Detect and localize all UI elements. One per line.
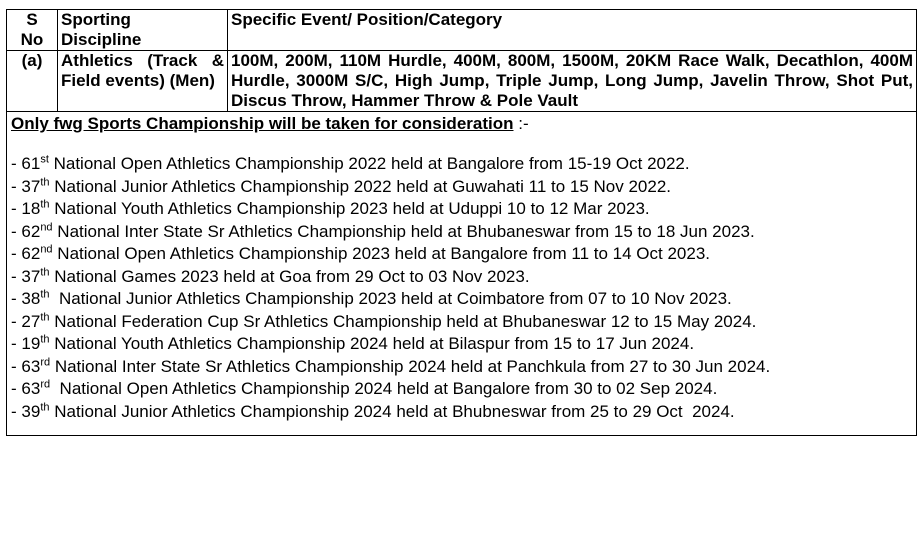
header-sno	[7, 10, 58, 51]
list-item-text: National Youth Athletics Championship 2024 held at Bilaspur from 15 to 17 Jun 2024.	[49, 334, 695, 353]
list-item	[11, 243, 912, 266]
header-sno-line1: S	[26, 10, 38, 29]
header-row	[7, 10, 917, 51]
list-item-prefix: -	[11, 244, 22, 263]
list-item-ordinal-suffix: rd	[40, 378, 51, 391]
list-item-prefix: -	[11, 154, 22, 173]
list-item-ordinal: 62	[21, 244, 41, 263]
header-discipline-line2: Discipline	[61, 30, 142, 49]
list-item-ordinal: 37	[21, 266, 41, 286]
consideration-suffix: :-	[513, 114, 529, 133]
list-item	[11, 356, 912, 379]
list-item-ordinal-suffix: th	[40, 175, 50, 188]
list-item-ordinal: 27	[21, 311, 41, 331]
list-item-text: National Junior Athletics Championship 2024 held at Bhubneswar from 25 to 29 Oct 2024.	[49, 401, 735, 421]
list-item-ordinal: 61	[21, 154, 41, 173]
list-item-text: National Open Athletics Championship 2022 held at Bangalore from 15-19 Oct 2022.	[48, 154, 690, 173]
list-item-ordinal: 62	[21, 221, 41, 241]
list-item-prefix: -	[11, 266, 22, 286]
list-item-ordinal-suffix: th	[40, 288, 50, 301]
header-sno-line2: No	[20, 30, 44, 49]
list-item-ordinal-suffix: th	[40, 333, 50, 346]
list-item-prefix: -	[11, 199, 22, 218]
list-item-prefix: -	[11, 289, 22, 308]
list-item-text: National Junior Athletics Championship 2023 held at Coimbatore from 07 to 10 Nov 2023.	[49, 289, 732, 308]
list-item-ordinal-suffix: nd	[40, 243, 53, 256]
row-sno: (a)	[7, 51, 58, 112]
consideration-row	[7, 112, 917, 436]
list-item	[11, 266, 912, 289]
list-item-ordinal: 63	[21, 356, 41, 376]
consideration-cell	[7, 112, 917, 436]
list-item-text: National Open Athletics Championship 2023 held at Bangalore from 11 to 14 Oct 2023.	[52, 244, 710, 263]
list-item-ordinal-suffix: th	[40, 198, 50, 211]
list-item	[11, 311, 912, 334]
list-item-ordinal: 37	[21, 176, 41, 196]
list-item-text: National Youth Athletics Championship 2023 held at Uduppi 10 to 12 Mar 2023.	[49, 199, 650, 218]
list-item	[11, 333, 912, 356]
list-item-ordinal-suffix: st	[40, 153, 49, 166]
list-item-prefix: -	[11, 379, 22, 398]
list-item	[11, 221, 912, 244]
list-item	[11, 176, 912, 199]
list-item-text: National Games 2023 held at Goa from 29 Oct to 03 Nov 2023.	[49, 266, 530, 286]
list-item	[11, 401, 912, 424]
list-item-prefix: -	[11, 401, 22, 421]
list-item-prefix: -	[11, 221, 22, 241]
list-item-prefix: -	[11, 356, 22, 376]
list-item-ordinal-suffix: th	[40, 310, 50, 323]
list-item	[11, 288, 912, 311]
list-item-text: National Inter State Sr Athletics Championship 2024 held at Panchkula from 27 to 30 Jun 2024.	[50, 356, 771, 376]
list-item-ordinal: 38	[21, 289, 41, 308]
list-item	[11, 378, 912, 401]
list-item-ordinal-suffix: nd	[40, 220, 53, 233]
list-item-ordinal-suffix: th	[40, 265, 50, 278]
list-item-ordinal-suffix: rd	[40, 355, 51, 368]
list-item-prefix: -	[11, 176, 22, 196]
header-discipline	[58, 10, 228, 51]
table-row	[7, 51, 917, 112]
list-item-text: National Junior Athletics Championship 2022 held at Guwahati 11 to 15 Nov 2022.	[49, 176, 672, 196]
list-item-ordinal: 19	[21, 334, 41, 353]
list-item-text: National Inter State Sr Athletics Championship held at Bhubaneswar from 15 to 18 Jun 2023.	[52, 221, 755, 241]
list-item-ordinal: 63	[21, 379, 41, 398]
consideration-title: Only fwg Sports Championship will be taken for consideration	[11, 114, 514, 133]
header-event: Specific Event/ Position/Category	[228, 10, 917, 51]
list-item-prefix: -	[11, 311, 22, 331]
championship-list	[11, 153, 912, 423]
header-discipline-line1: Sporting	[61, 10, 131, 29]
list-item-prefix: -	[11, 334, 22, 353]
list-item	[11, 153, 912, 176]
list-item-text: National Open Athletics Championship 2024 held at Bangalore from 30 to 02 Sep 2024.	[50, 379, 718, 398]
row-events: 100M, 200M, 110M Hurdle, 400M, 800M, 1500M, 20KM Race Walk, Decathlon, 400M Hurdle, 3000M S/C, High Jump, Triple Jump, Long Jump, Javelin Throw, Shot Put, Discus Throw, Hammer Throw & Pole Vault	[228, 51, 917, 112]
list-item-text: National Federation Cup Sr Athletics Championship held at Bhubaneswar 12 to 15 May 2024.	[49, 311, 757, 331]
list-item	[11, 198, 912, 221]
events-table	[6, 9, 917, 436]
row-discipline: Athletics (Track & Field events) (Men)	[58, 51, 228, 112]
list-item-ordinal: 18	[21, 199, 41, 218]
consideration-heading	[11, 114, 912, 134]
list-item-ordinal-suffix: th	[40, 400, 50, 413]
list-item-ordinal: 39	[21, 401, 41, 421]
